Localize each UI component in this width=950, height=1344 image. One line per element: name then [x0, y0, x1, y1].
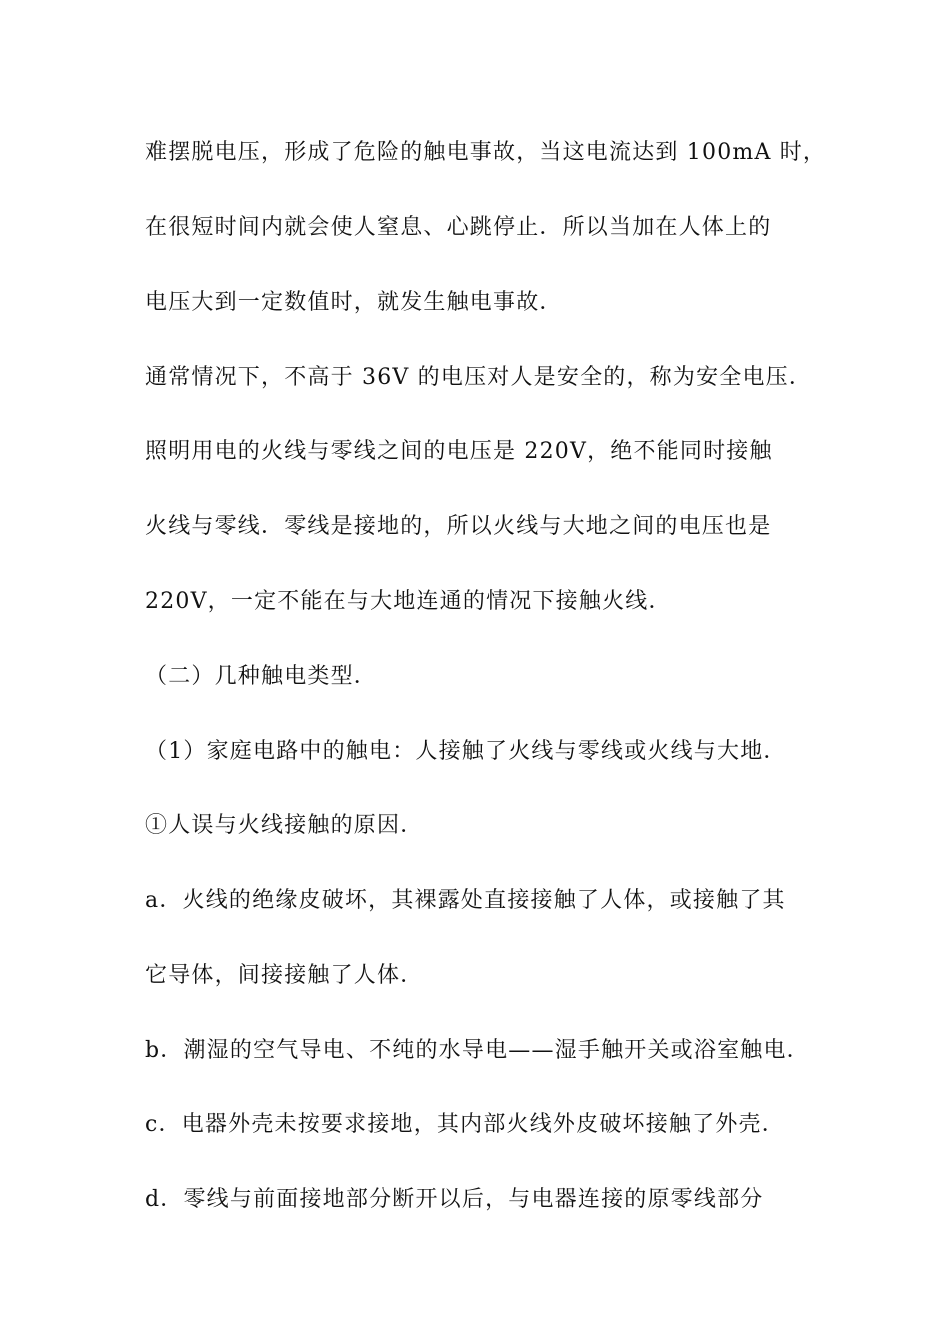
text-line: b．潮湿的空气导电、不纯的水导电——湿手触开关或浴室触电．	[145, 1038, 810, 1063]
text-line: 火线与零线．零线是接地的，所以火线与大地之间的电压也是	[145, 514, 772, 539]
text-line: a．火线的绝缘皮破坏，其裸露处直接接触了人体，或接触了其	[145, 888, 786, 913]
text-line: 它导体，间接接触了人体．	[145, 963, 424, 988]
text-line: d．零线与前面接地部分断开以后，与电器连接的原零线部分	[145, 1187, 764, 1212]
text-line: 难摆脱电压，形成了危险的触电事故，当这电流达到 100mA 时，	[145, 140, 827, 165]
text-line: 在很短时间内就会使人窒息、心跳停止．所以当加在人体上的	[145, 215, 772, 240]
text-line: 通常情况下，不高于 36V 的电压对人是安全的，称为安全电压．	[145, 365, 813, 390]
text-line: 220V，一定不能在与大地连通的情况下接触火线．	[145, 589, 672, 614]
text-line: 电压大到一定数值时，就发生触电事故．	[145, 290, 563, 315]
text-line: （二）几种触电类型．	[145, 664, 378, 689]
text-line: ①人误与火线接触的原因．	[145, 813, 424, 838]
text-line: c．电器外壳未按要求接地，其内部火线外皮破坏接触了外壳．	[145, 1112, 785, 1137]
text-line: 照明用电的火线与零线之间的电压是 220V，绝不能同时接触	[145, 439, 773, 464]
text-line: （1）家庭电路中的触电：人接触了火线与零线或火线与大地．	[145, 739, 787, 764]
